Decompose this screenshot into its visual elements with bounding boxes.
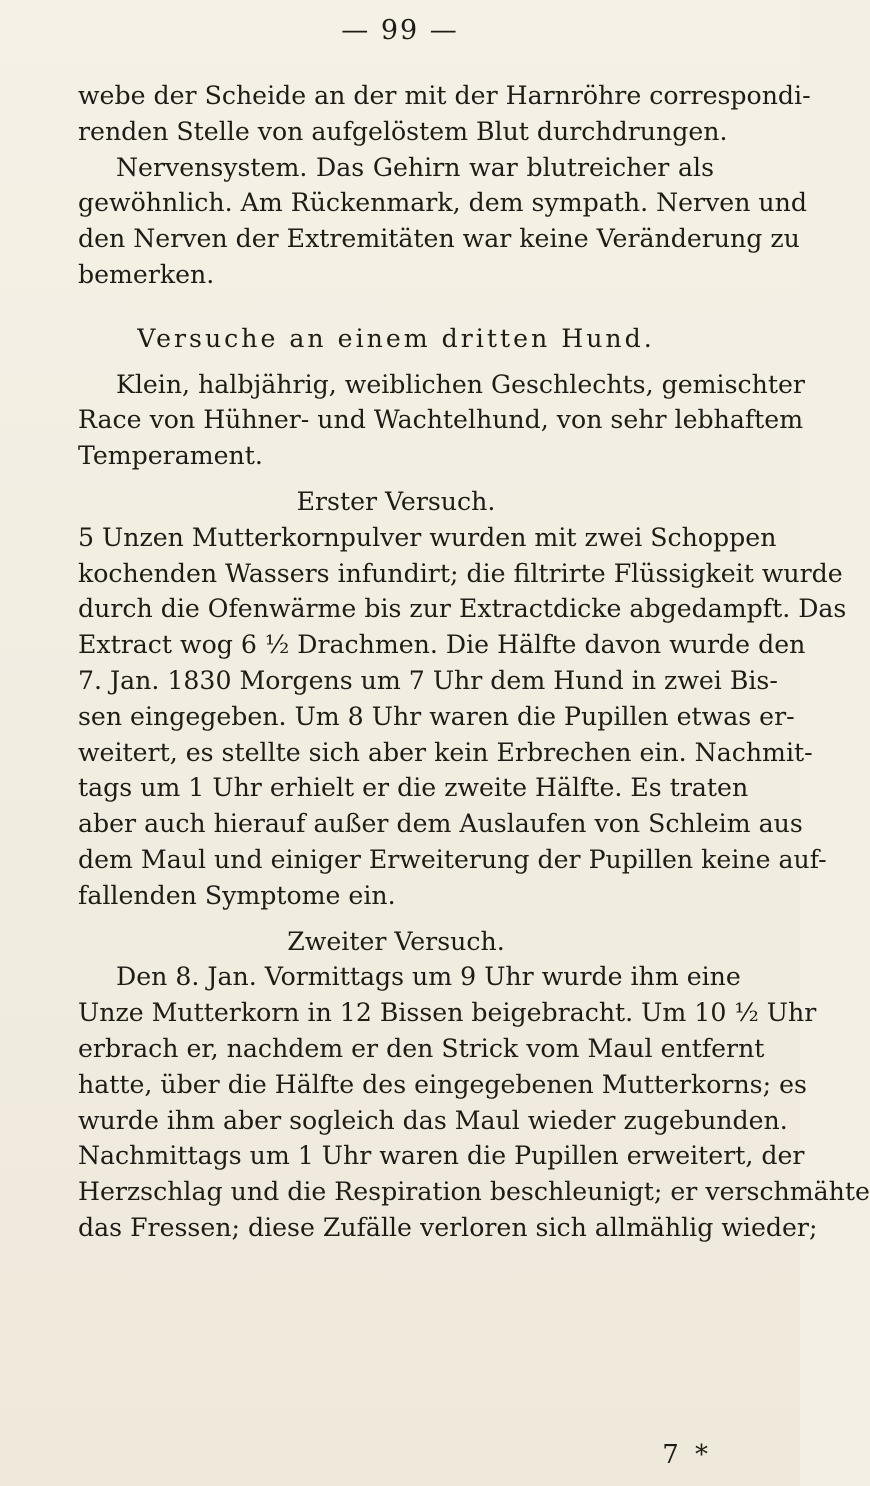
subheading: Erster Versuch.	[296, 486, 496, 516]
paragraph-continuation	[78, 78, 811, 293]
spacer	[78, 474, 714, 484]
signature-mark: 7 *	[662, 1440, 712, 1470]
page-number-header: — 99 —	[341, 15, 459, 46]
text-line: Klein, halbjährig, weiblichen Geschlechts, gemischter	[116, 369, 805, 399]
text-line: bemerken.	[78, 259, 215, 289]
spacer	[78, 293, 714, 321]
text-line: webe der Scheide an der mit der Harnröhre correspondi-	[78, 81, 811, 110]
text-line: Nachmittags um 1 Uhr waren die Pupillen erweitert, der	[78, 1141, 805, 1171]
text-line: sen eingegeben. Um 8 Uhr waren die Pupillen etwas er-	[78, 701, 795, 731]
text-line: das Fressen; diese Zufälle verloren sich allmählig wieder;	[78, 1212, 818, 1242]
text-line: hatte, über die Hälfte des eingegebenen Mutterkorns; es	[78, 1069, 807, 1099]
text-line: Temperament.	[78, 441, 263, 471]
section-heading: Versuche an einem dritten Hund.	[137, 323, 655, 353]
text-line: renden Stelle von aufgelöstem Blut durchdrungen.	[78, 116, 728, 146]
paragraph	[78, 959, 870, 1245]
text-line: 5 Unzen Mutterkornpulver wurden mit zwei Schoppen	[78, 522, 777, 552]
text-line: 7. Jan. 1830 Morgens um 7 Uhr dem Hund in zwei Bis-	[78, 665, 778, 695]
page-content	[78, 78, 870, 1246]
text-line: den Nerven der Extremitäten war keine Veränderung zu	[78, 224, 800, 254]
text-line: erbrach er, nachdem er den Strick vom Maul entfernt	[78, 1033, 765, 1063]
text-line: Race von Hühner- und Wachtelhund, von sehr lebhaftem	[78, 405, 804, 435]
text-line: dem Maul und einiger Erweiterung der Pupillen keine auf-	[78, 844, 827, 874]
text-line: Unze Mutterkorn in 12 Bissen beigebracht. Um 10 ½ Uhr	[78, 998, 817, 1028]
text-line: fallenden Symptome ein.	[78, 880, 396, 910]
text-line: Den 8. Jan. Vormittags um 9 Uhr wurde ihm eine	[116, 962, 741, 992]
text-line: wurde ihm aber sogleich das Maul wieder zugebunden.	[78, 1105, 788, 1135]
text-line: gewöhnlich. Am Rückenmark, dem sympath. Nerven und	[78, 188, 807, 218]
text-line: durch die Ofenwärme bis zur Extractdicke abgedampft. Das	[78, 594, 847, 624]
text-line: kochenden Wassers infundirt; die filtrirte Flüssigkeit wurde	[78, 558, 843, 588]
text-line: aber auch hierauf außer dem Auslaufen von Schleim aus	[78, 809, 803, 839]
text-line: tags um 1 Uhr erhielt er die zweite Hälfte. Es traten	[78, 773, 749, 803]
spacer	[78, 357, 714, 367]
text-line: Herzschlag und die Respiration beschleunigt; er verschmähte	[78, 1177, 870, 1207]
text-line: Nervensystem. Das Gehirn war blutreicher als	[116, 152, 714, 182]
subheading: Zweiter Versuch.	[287, 926, 505, 956]
spacer	[78, 914, 714, 924]
paragraph	[78, 520, 847, 914]
text-line: weitert, es stellte sich aber kein Erbrechen ein. Nachmit-	[78, 737, 813, 767]
paragraph	[78, 367, 805, 474]
text-line: Extract wog 6 ½ Drachmen. Die Hälfte davon wurde den	[78, 630, 806, 660]
